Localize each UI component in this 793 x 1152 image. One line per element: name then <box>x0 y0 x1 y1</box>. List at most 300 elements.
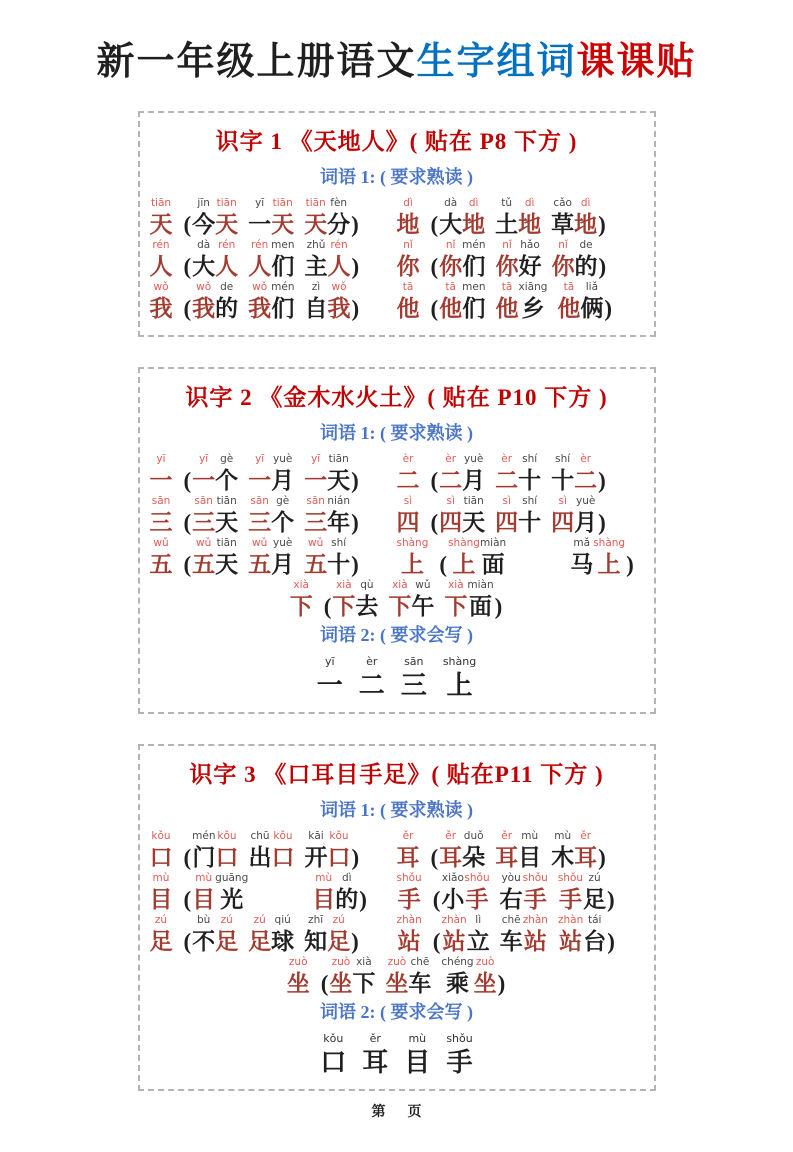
pinyin-label: èr <box>402 453 414 466</box>
hanzi-unit <box>397 240 420 280</box>
word <box>248 915 294 955</box>
hanzi-unit <box>441 957 473 997</box>
hanzi-char: 十 <box>551 468 575 494</box>
hanzi-char: 一 <box>304 468 328 494</box>
pinyin-label: kǒu <box>273 830 293 843</box>
word <box>192 873 248 913</box>
hanzi-unit <box>439 496 462 536</box>
hanzi-unit <box>248 915 271 955</box>
word <box>248 538 294 578</box>
hanzi-char: 上 <box>452 551 476 577</box>
pinyin-label: shàng <box>442 655 477 669</box>
character-entry <box>150 198 397 238</box>
pinyin-label: mén <box>462 238 486 251</box>
hanzi-char: 人 <box>215 253 239 279</box>
hanzi-char: 三 <box>192 510 216 535</box>
hanzi-unit <box>411 580 434 620</box>
hanzi-unit <box>496 282 519 322</box>
pinyin-label: wǔ <box>415 578 431 591</box>
hanzi-char: 木 <box>551 845 575 871</box>
hanzi-unit <box>496 240 519 280</box>
hanzi-unit <box>362 1033 388 1077</box>
pinyin-label: zuò <box>288 955 308 968</box>
character-entry <box>397 538 644 578</box>
hanzi-char: 主 <box>304 253 328 279</box>
hanzi-char: 上 <box>597 551 621 577</box>
hanzi-unit <box>518 454 541 494</box>
hanzi-unit <box>215 496 238 536</box>
hanzi-char: 车 <box>499 928 523 954</box>
hanzi-char: 天 <box>215 212 239 237</box>
word <box>248 496 294 536</box>
hanzi-unit <box>287 957 310 997</box>
hanzi-unit <box>574 496 597 536</box>
hanzi-unit <box>462 454 485 494</box>
pinyin-label: yī <box>199 453 209 466</box>
hanzi-unit <box>467 580 493 620</box>
hanzi-unit <box>215 282 238 322</box>
hanzi-char: 天 <box>327 468 351 494</box>
pinyin-label: sān <box>194 495 213 507</box>
hanzi-unit <box>150 873 173 913</box>
hanzi-unit <box>495 198 518 238</box>
character-entry <box>150 454 397 494</box>
hanzi-unit <box>355 580 378 620</box>
pinyin-label: ěr <box>580 830 592 843</box>
hanzi-unit <box>150 831 173 871</box>
word-row <box>150 454 644 494</box>
word-list <box>439 496 597 536</box>
hanzi-char: 二 <box>439 468 463 494</box>
paren-open: ( <box>430 253 439 279</box>
hanzi-unit <box>558 873 583 913</box>
hanzi-unit <box>271 454 294 494</box>
pinyin-label: yī <box>255 197 265 209</box>
pinyin-label: sì <box>502 495 511 507</box>
word-row <box>150 282 644 322</box>
hanzi-char: 耳 <box>439 845 463 871</box>
hanzi-char: 四 <box>396 510 420 535</box>
hanzi-unit <box>441 873 464 913</box>
word <box>312 873 358 913</box>
hanzi-unit <box>467 915 490 955</box>
hanzi-unit <box>551 198 574 238</box>
hanzi-char: 目 <box>312 887 336 913</box>
hanzi-unit <box>574 831 597 871</box>
paren-close: ) <box>351 845 360 871</box>
paren-open: ( <box>183 928 192 954</box>
hanzi-char: 二 <box>358 671 385 701</box>
pinyin-label: yī <box>156 453 166 466</box>
pinyin-label: gè <box>276 495 290 507</box>
hanzi-unit <box>518 831 541 871</box>
hanzi-char: 目 <box>192 887 216 913</box>
hanzi-char: 我 <box>192 295 216 321</box>
pinyin-label: ěr <box>445 830 457 843</box>
hanzi-char: 车 <box>408 970 432 996</box>
hanzi-unit <box>551 496 574 536</box>
hanzi-unit <box>215 198 238 238</box>
hanzi-char: 俩 <box>580 295 604 321</box>
word <box>192 454 238 494</box>
hanzi-char: 目 <box>149 887 173 913</box>
character-entry <box>150 496 397 536</box>
character-entry <box>287 957 507 997</box>
pinyin-label: xià <box>336 578 352 591</box>
word <box>304 915 350 955</box>
word-list <box>192 538 350 578</box>
word-list <box>192 240 350 280</box>
pinyin-label: sān <box>151 495 171 507</box>
hanzi-unit <box>448 538 480 578</box>
pinyin-label: èr <box>501 453 513 466</box>
word-list <box>448 538 625 578</box>
pinyin-label: cǎo <box>553 197 572 209</box>
hanzi-unit <box>574 454 597 494</box>
hanzi-unit <box>518 198 541 238</box>
hanzi-char: 人 <box>248 253 272 279</box>
hanzi-char: 个 <box>271 510 295 535</box>
hanzi-char: 月 <box>271 468 295 494</box>
hanzi-char: 手 <box>558 887 582 913</box>
hanzi-char: 月 <box>462 468 486 494</box>
hanzi-char: 手 <box>397 887 421 913</box>
hanzi-unit <box>335 873 358 913</box>
hanzi-char: 你 <box>396 253 420 279</box>
hanzi-char: 上 <box>400 551 424 577</box>
character-entry <box>290 580 504 620</box>
hanzi-char: 下 <box>289 593 313 619</box>
hanzi-char: 三 <box>149 510 173 535</box>
hanzi-char: 手 <box>523 887 547 913</box>
hanzi-char: 四 <box>439 510 463 535</box>
word <box>192 282 238 322</box>
word <box>332 580 378 620</box>
hanzi-char: 四 <box>495 510 519 535</box>
hanzi-char: 今 <box>192 212 216 237</box>
pinyin-label: miàn <box>467 578 494 591</box>
pinyin-label: shí <box>522 495 538 507</box>
hanzi-unit <box>150 915 173 955</box>
word-row <box>150 240 644 280</box>
pinyin-label: dì <box>403 197 413 209</box>
hanzi-char: 天 <box>304 212 328 237</box>
hanzi-char: 我 <box>149 295 173 321</box>
page-footer <box>0 1101 793 1121</box>
pinyin-label: xià <box>293 578 309 591</box>
word-list <box>192 496 350 536</box>
word-list <box>329 957 496 997</box>
pinyin-label: fèn <box>330 197 348 209</box>
pinyin-label: zhàn <box>557 913 584 926</box>
pinyin-label: mén <box>271 280 295 293</box>
word <box>192 831 238 871</box>
pinyin-label: zhī <box>308 913 324 926</box>
pinyin-label: wǒ <box>331 280 347 293</box>
paren-close: ) <box>626 551 634 577</box>
pinyin-label: liǎ <box>585 280 599 293</box>
paren-close: ) <box>598 468 606 494</box>
pinyin-label: kǒu <box>151 830 171 843</box>
hanzi-unit <box>583 873 606 913</box>
lesson-title: 识字 3 《口耳目手足》( 贴在P11 下方 ) <box>189 762 604 788</box>
word <box>495 496 541 536</box>
pinyin-label: dà <box>444 197 458 209</box>
lesson-box-2 <box>138 367 656 714</box>
pinyin-label: sì <box>403 495 413 507</box>
pinyin-label: shǒu <box>446 1032 473 1046</box>
hanzi-unit <box>192 496 215 536</box>
pinyin-label: shàng <box>448 536 480 549</box>
pinyin-label: tái <box>588 913 602 926</box>
character-entry <box>397 915 644 955</box>
pinyin-label: tiān <box>272 197 293 209</box>
hanzi-char: 人 <box>327 253 351 279</box>
hanzi-char: 坐 <box>385 970 409 996</box>
hanzi-char: 午 <box>411 593 435 619</box>
pinyin-label: wǒ <box>252 280 268 293</box>
hanzi-unit <box>575 240 598 280</box>
hanzi-unit <box>443 656 476 700</box>
pinyin-label: sì <box>558 495 567 507</box>
character-entry <box>397 496 644 536</box>
pinyin-label: yuè <box>576 495 596 507</box>
hanzi-char: 你 <box>495 253 519 279</box>
hanzi-unit <box>327 198 350 238</box>
hanzi-unit <box>523 873 548 913</box>
paren-close: ) <box>351 212 359 237</box>
pinyin-label: wǒ <box>153 280 169 293</box>
word <box>192 538 238 578</box>
hanzi-char: 右 <box>499 887 523 913</box>
hanzi-unit <box>388 580 411 620</box>
paren-open: ( <box>432 928 441 954</box>
hanzi-unit <box>329 957 352 997</box>
hanzi-unit <box>327 454 350 494</box>
word <box>305 282 351 322</box>
hanzi-unit <box>474 957 497 997</box>
hanzi-unit <box>192 831 215 871</box>
page-title-red-segment: 课课贴 <box>576 41 697 83</box>
lesson-box-1 <box>138 111 656 337</box>
paren-open: ( <box>432 887 441 913</box>
pinyin-label: tiān <box>305 197 326 209</box>
hanzi-char: 大 <box>439 212 463 237</box>
hanzi-unit <box>192 873 215 913</box>
word-row <box>150 873 644 913</box>
hanzi-char: 门 <box>192 845 216 871</box>
pinyin-label: zì <box>311 280 321 293</box>
hanzi-char: 站 <box>442 928 466 954</box>
hanzi-char: 的 <box>215 295 239 321</box>
hanzi-unit <box>574 198 597 238</box>
pinyin-label: shǒu <box>522 872 548 885</box>
pinyin-label: sān <box>404 655 424 669</box>
hanzi-unit <box>359 656 385 700</box>
word-list <box>439 240 597 280</box>
pinyin-label: dì <box>468 197 479 209</box>
pinyin-label: shǒu <box>464 872 490 885</box>
word-row <box>150 580 644 620</box>
hanzi-unit <box>397 873 422 913</box>
hanzi-char: 站 <box>523 928 547 954</box>
word <box>439 198 485 238</box>
hanzi-char: 面 <box>481 551 505 577</box>
character-entry <box>150 282 397 322</box>
word-row <box>150 957 644 997</box>
hanzi-char: 天 <box>149 212 173 237</box>
pinyin-label: wǒ <box>196 280 212 293</box>
word-list <box>439 831 597 871</box>
word <box>439 496 485 536</box>
hanzi-unit <box>495 496 518 536</box>
word-row <box>150 538 644 578</box>
hanzi-char: 天 <box>215 510 239 535</box>
character-entry <box>150 538 397 578</box>
hanzi-unit <box>397 831 420 871</box>
hanzi-char: 二 <box>574 468 598 494</box>
hanzi-unit <box>408 957 431 997</box>
pinyin-label: xià <box>356 955 372 968</box>
word-row <box>150 915 644 955</box>
pinyin-label: xiǎo <box>441 872 464 885</box>
word <box>558 915 606 955</box>
hanzi-char: 一 <box>248 468 272 494</box>
pinyin-label: chū <box>250 830 270 843</box>
pinyin-label: mù <box>152 872 170 885</box>
paren-close: ) <box>359 887 367 913</box>
word <box>249 831 295 871</box>
hanzi-char: 天 <box>462 510 486 535</box>
pinyin-label: kāi <box>308 830 324 843</box>
pinyin-label: kǒu <box>329 830 349 843</box>
pinyin-label: zú <box>154 913 168 926</box>
character-entry <box>150 915 397 955</box>
hanzi-unit <box>304 454 327 494</box>
paren-close: ) <box>351 510 359 535</box>
word <box>441 915 489 955</box>
hanzi-char: 十 <box>327 551 351 577</box>
hanzi-char: 地 <box>518 212 542 237</box>
hanzi-unit <box>192 915 215 955</box>
hanzi-char: 大 <box>192 253 216 279</box>
hanzi-unit <box>271 496 294 536</box>
hanzi-unit <box>404 1033 430 1077</box>
section-label-read: 词语 1: ( 要求熟读 ) <box>320 423 473 444</box>
paren-close: ) <box>598 212 606 237</box>
word <box>558 873 606 913</box>
hanzi-char: 目 <box>518 845 542 871</box>
pinyin-label: mù <box>408 1032 427 1046</box>
hanzi-char: 小 <box>441 887 465 913</box>
hanzi-unit <box>248 538 271 578</box>
write-characters-row <box>150 1033 644 1077</box>
hanzi-char: 不 <box>192 928 216 954</box>
pinyin-label: zhǔ <box>306 238 326 251</box>
paren-open: ( <box>430 845 439 871</box>
word-list <box>439 454 597 494</box>
hanzi-char: 人 <box>149 253 173 279</box>
character-entry <box>397 454 644 494</box>
word <box>388 580 434 620</box>
pinyin-label: shǒu <box>557 872 584 885</box>
hanzi-char: 五 <box>192 551 216 577</box>
pinyin-label: rén <box>251 238 269 251</box>
pinyin-label: ěr <box>369 1032 381 1046</box>
hanzi-char: 乡 <box>521 295 545 321</box>
pinyin-label: kǒu <box>217 830 237 843</box>
pinyin-label: kǒu <box>323 1032 344 1046</box>
hanzi-char: 他 <box>396 295 420 321</box>
hanzi-char: 三 <box>248 510 272 535</box>
word <box>304 454 350 494</box>
pinyin-label: nǐ <box>403 238 413 251</box>
paren-close: ) <box>598 253 607 279</box>
hanzi-unit <box>215 454 238 494</box>
section-label-read: 词语 1: ( 要求熟读 ) <box>320 800 473 821</box>
lesson-title: 识字 2 《金木水火土》( 贴在 P10 下方 ) <box>185 385 608 411</box>
pinyin-label: men <box>271 238 295 251</box>
character-entry <box>150 873 397 913</box>
word <box>551 496 597 536</box>
paren-close: ) <box>351 253 360 279</box>
hanzi-unit <box>518 496 541 536</box>
paren-close: ) <box>607 887 615 913</box>
pinyin-label: mù <box>521 830 539 843</box>
hanzi-unit <box>557 282 580 322</box>
hanzi-unit <box>439 198 462 238</box>
hanzi-char: 目 <box>404 1048 431 1078</box>
word <box>439 240 485 280</box>
hanzi-char: 耳 <box>362 1048 389 1078</box>
hanzi-unit <box>327 496 350 536</box>
hanzi-char: 五 <box>248 551 272 577</box>
pinyin-label: tǔ <box>501 197 513 209</box>
word <box>439 454 485 494</box>
paren-close: ) <box>604 295 613 321</box>
hanzi-unit <box>462 240 485 280</box>
hanzi-char: 你 <box>439 253 463 279</box>
hanzi-char: 一 <box>192 468 216 494</box>
page-title <box>0 30 793 85</box>
pinyin-label: tiān <box>328 453 349 466</box>
hanzi-char: 口 <box>149 845 173 871</box>
pinyin-label: mù <box>315 872 333 885</box>
hanzi-char: 土 <box>495 212 519 237</box>
word <box>248 198 294 238</box>
hanzi-char: 分 <box>327 212 351 237</box>
pinyin-label: zuò <box>475 955 495 968</box>
paren-open: ( <box>183 551 192 577</box>
pinyin-label: shí <box>331 536 347 549</box>
pinyin-label: shí <box>522 453 538 466</box>
hanzi-unit <box>439 454 462 494</box>
hanzi-char: 们 <box>271 253 295 279</box>
hanzi-unit <box>551 831 574 871</box>
pinyin-label: nǐ <box>445 238 456 251</box>
pinyin-label: de <box>579 238 593 251</box>
pinyin-label: zuò <box>331 955 351 968</box>
word <box>495 831 541 871</box>
word <box>551 831 597 871</box>
pinyin-label: tiān <box>463 495 484 507</box>
page-title-blue-segment: 生字组词 <box>416 41 577 83</box>
pinyin-label: zhàn <box>522 913 548 926</box>
word <box>192 198 238 238</box>
hanzi-char: 足 <box>149 928 173 954</box>
hanzi-char: 去 <box>355 593 379 619</box>
hanzi-char: 我 <box>327 295 351 321</box>
